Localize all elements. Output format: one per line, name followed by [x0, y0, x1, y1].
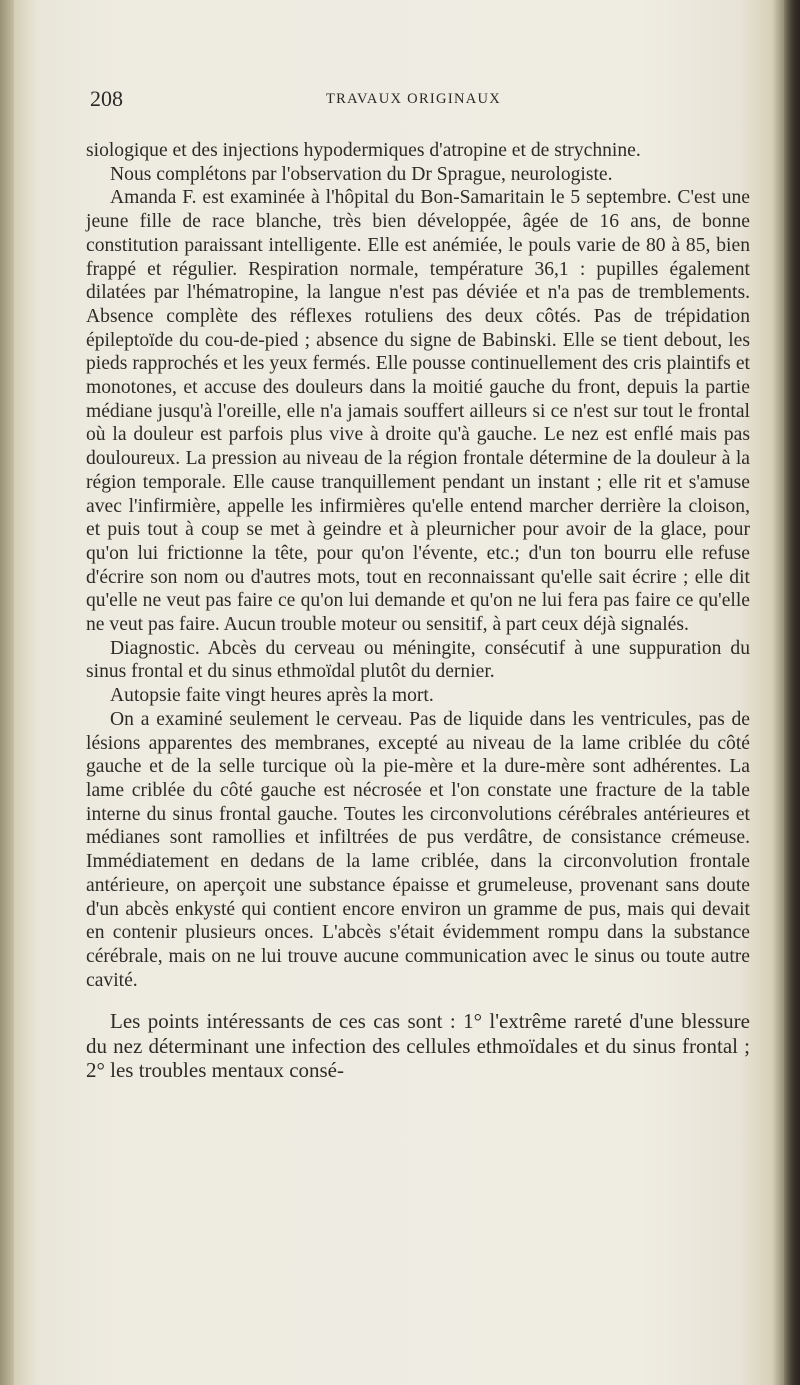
- page-header: [86, 86, 746, 126]
- paragraph-autopsy: Autopsie faite vingt heures après la mort.: [110, 685, 434, 707]
- page-edge-shadow: [784, 0, 800, 1385]
- paragraph-conclusions: Les points intéressants de ces cas sont : 1° l'extrême rareté d'une blessure du nez déterminant une infection des cellules ethmoïdales et du sinus frontal ; 2° les troubles mentaux consé-: [86, 1009, 750, 1083]
- running-title: TRAVAUX ORIGINAUX: [326, 91, 502, 107]
- page-number: 208: [90, 86, 123, 111]
- paragraph-observation-intro: Nous complétons par l'observation du Dr Sprague, neurologiste.: [110, 163, 613, 185]
- paragraph-case-description: Amanda F. est examinée à l'hôpital du Bon-Samaritain le 5 septembre. C'est une jeune fille de race blanche, très bien développée, âgée de 16 ans, de bonne constitution paraissant intelligente. Elle est anémiée, le pouls varie de 80 à 85, bien frappé et régulier. Respiration normale, température 36,1 : pupilles également dilatées par l'hématropine, la langue n'est pas déviée et n'a pas de tremblements. Absence complète des réflexes rotuliens des deux côtés. Pas de trépidation épileptoïde du cou-de-pied ; absence du signe de Babinski. Elle se tient debout, les pieds rapprochés et les yeux fermés. Elle pousse continuellement des cris plaintifs et monotones, et accuse des douleurs dans la moitié gauche du front, depuis la partie médiane jusqu'à l'oreille, elle n'a jamais souffert ailleurs si ce n'est sur tout le frontal où la douleur est parfois plus vive à droite qu'à gauche. Le nez est enflé mais pas douloureux. La pression au niveau de la région frontale détermine de la douleur à la région temporale. Elle cause tranquillement pendant un instant ; elle rit et s'amuse avec l'infirmière, appelle les infirmières qu'elle entend marcher derrière la cloison, et puis tout à coup se met à geindre et à pleurnicher pour avoir de la glace, pour qu'on lui frictionne la tête, pour qu'on l'évente, etc.; d'un ton bourru elle refuse d'écrire son nom ou d'autres mots, tout en reconnaissant qu'elle sait écrire ; elle dit qu'elle ne veut pas faire ce qu'on lui demande et qu'on ne lui fera pas faire ce qu'elle ne veut pas faire. Aucun trouble moteur ou sensitif, à part ceux déjà signalés.: [86, 187, 750, 636]
- paragraph-continuation: siologique et des injections hypodermiques d'atropine et de strychnine.: [86, 140, 641, 161]
- page-gutter-shadow: [0, 0, 14, 1385]
- body-text: [86, 139, 750, 1083]
- paragraph-diagnosis: Diagnostic. Abcès du cerveau ou méningite, consécutif à une suppuration du sinus frontal et du sinus ethmoïdal plutôt du dernier.: [86, 637, 750, 683]
- paragraph-autopsy-findings: On a examiné seulement le cerveau. Pas de liquide dans les ventricules, pas de lésions apparentes des membranes, excepté au niveau de la lame criblée du côté gauche et de la selle turcique où la pie-mère et la dure-mère sont adhérentes. La lame criblée du côté gauche est nécrosée et l'on constate une fracture de la table interne du sinus frontal gauche. Toutes les circonvolutions cérébrales antérieures et médianes sont ramollies et infiltrées de pus verdâtre, de consistance crémeuse. Immédiatement en dedans de la lame criblée, dans la circonvolution frontale antérieure, on aperçoit une substance épaisse et grumeleuse, provenant sans doute d'un abcès enkysté qui contient encore environ un gramme de pus, mais qui devait en contenir plusieurs onces. L'abcès s'était évidemment rompu dans la substance cérébrale, mais on ne lui trouve aucune communication avec le sinus ou toute autre cavité.: [86, 708, 750, 991]
